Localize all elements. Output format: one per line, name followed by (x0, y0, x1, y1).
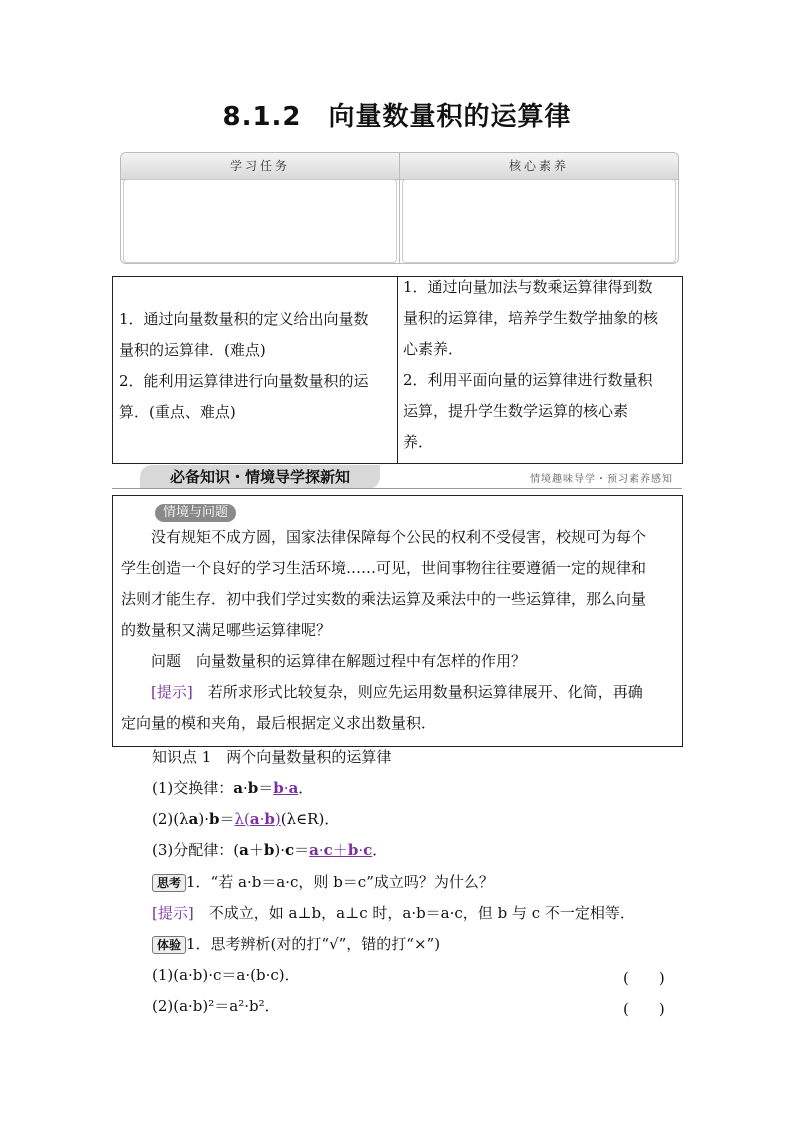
experience-text: 1．思考辨析(对的打“√”，错的打“×”) (186, 935, 441, 953)
banner-rule (112, 488, 682, 489)
think-text: 1．“若 a·b＝a·c，则 b＝c”成立吗？为什么？ (186, 873, 494, 891)
law3-label: (3)分配律： (152, 841, 234, 859)
header-right-box (402, 179, 676, 263)
think-hint-text: 不成立，如 a⊥b，a⊥c 时，a·b＝a·c，但 b 与 c 不一定相等． (208, 904, 635, 922)
obj-left-line: 算．(重点、难点) (119, 403, 236, 421)
context-hint (121, 677, 673, 708)
context-line: 没有规矩不成方圆，国家法律保障每个公民的权利不受侵害，校规可为每个 (151, 528, 647, 546)
answer-blank-1[interactable]: ( ) (623, 969, 665, 987)
context-question: 问题 向量数量积的运算律在解题过程中有怎样的作用？ (151, 652, 527, 670)
law-distributive: (3)分配律：(a＋b)·c＝a·c＋b·c． (152, 841, 388, 859)
objectives-right (403, 272, 679, 458)
hint-label: [提示] (151, 683, 193, 701)
context-box (112, 495, 683, 747)
objectives-left (119, 304, 395, 428)
obj-left-line: 2．能利用运算律进行向量数量积的运 (119, 372, 369, 390)
obj-left-line: 量积的运算律．(难点) (119, 341, 266, 359)
hint-line: 定向量的模和夹角，最后根据定义求出数量积． (121, 714, 437, 732)
exercise-item-2: (2)(a·b)²＝a²·b²． (152, 997, 280, 1015)
knowledge-heading: 知识点 1 两个向量数量积的运算律 (152, 748, 392, 766)
objectives-table (112, 276, 683, 464)
law-commutative: (1)交换律：a·b＝b·a． (152, 779, 314, 797)
obj-right-line: 运算，提升学生数学运算的核心素 (403, 402, 629, 420)
context-pill (155, 501, 236, 522)
header-learning-tasks: 学习任务 (229, 159, 290, 173)
law1-label: (1)交换律： (152, 779, 234, 797)
context-paragraph (121, 522, 673, 739)
objectives-divider (397, 277, 398, 463)
page-title: 8.1.2 向量数量积的运算律 (222, 102, 572, 132)
experience-line (152, 929, 440, 960)
obj-right-line: 量积的运算律，培养学生数学抽象的核 (403, 309, 659, 327)
context-line: 的数量积又满足哪些运算律呢？ (121, 621, 332, 639)
answer-blank-2[interactable]: ( ) (623, 1000, 665, 1018)
section-banner: 必备知识・情境导学探新知 (140, 465, 380, 489)
think-line (152, 867, 494, 898)
exercise-item-1: (1)(a·b)·c＝a·(b·c)． (152, 966, 300, 984)
think-hint-label: [提示] (152, 904, 194, 922)
experience-tag: 体验 (152, 936, 186, 954)
obj-left-line: 1．通过向量数量积的定义给出向量数 (119, 310, 369, 328)
law2-label: (2) (152, 810, 174, 828)
obj-right-line: 2．利用平面向量的运算律进行数量积 (403, 371, 653, 389)
obj-right-line: 心素养． (403, 340, 464, 358)
header-left-box (123, 179, 397, 263)
header-divider (399, 153, 400, 263)
obj-right-line: 养． (403, 433, 434, 451)
section-subtitle: 情境趣味导学・预习素养感知 (530, 474, 673, 485)
obj-right-line: 1．通过向量加法与数乘运算律得到数 (403, 278, 653, 296)
header-core-literacy: 核心素养 (508, 159, 569, 173)
think-tag: 思考 (152, 874, 186, 892)
hint-line: 若所求形式比较复杂，则应先运用数量积运算律展开、化简，再确 (207, 683, 643, 701)
context-pill-label: 情境与问题 (155, 504, 236, 522)
context-line: 学生创造一个良好的学习生活环境……可见，世间事物往往要遵循一定的规律和 (121, 559, 647, 577)
task-header-table (120, 152, 679, 264)
law-scalar: (2)(λa)·b＝λ(a·b)(λ∈R)． (152, 810, 340, 828)
context-line: 法则才能生存．初中我们学过实数的乘法运算及乘法中的一些运算律，那么向量 (121, 590, 647, 608)
think-hint (152, 898, 635, 929)
